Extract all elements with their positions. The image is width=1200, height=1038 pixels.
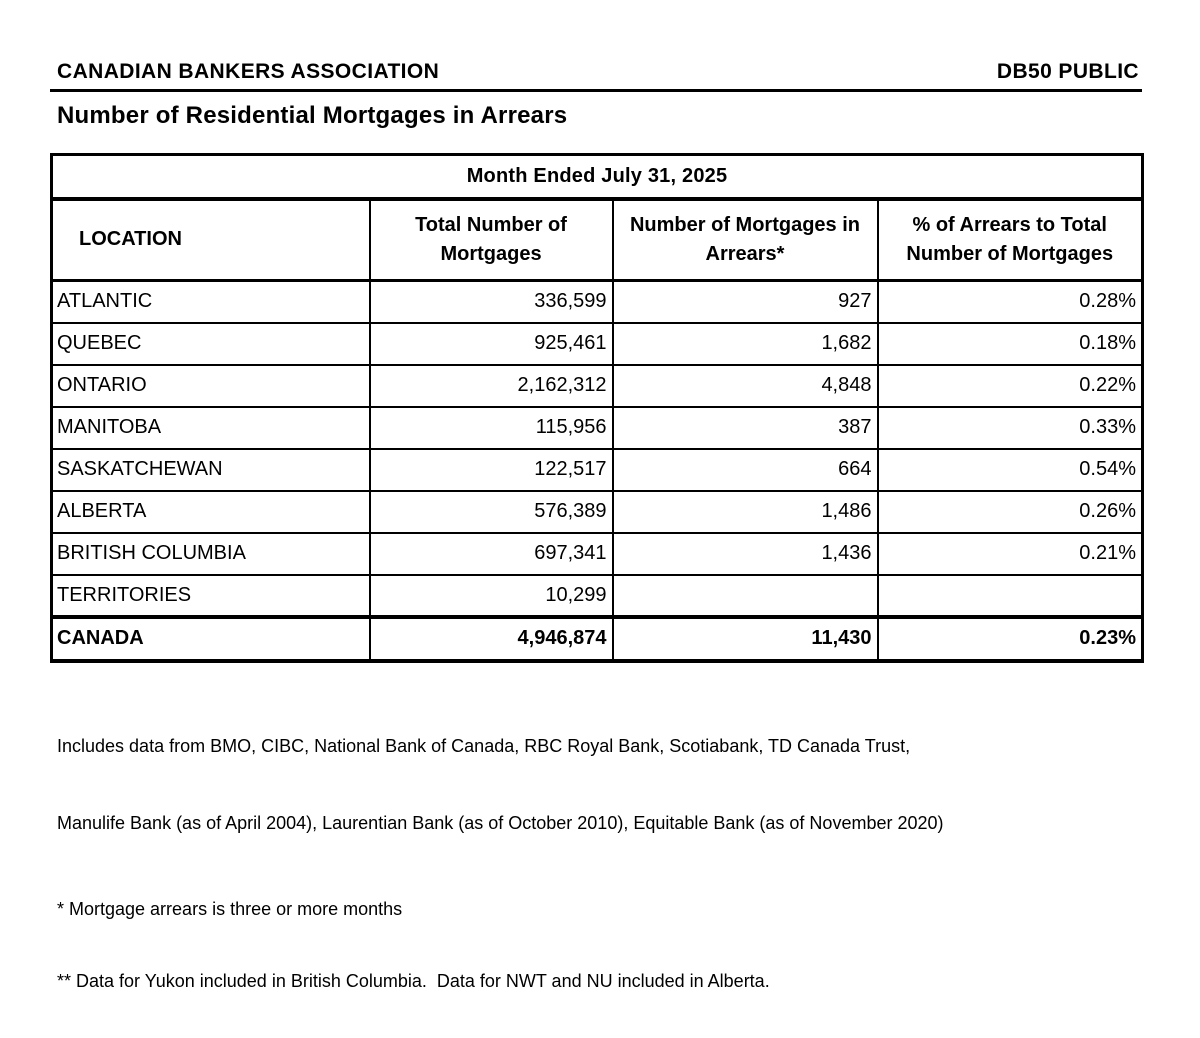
footnotes (50, 687, 1142, 1038)
arrears-cell: 664 (613, 449, 878, 491)
arrears-cell: 927 (613, 281, 878, 323)
column-header-row (52, 199, 1143, 281)
sources-note-line1: Includes data from BMO, CIBC, National Bank of Canada, RBC Royal Bank, Scotiabank, TD Canada Trust, (57, 735, 911, 756)
arrears-cell: 4,848 (613, 365, 878, 407)
header-rule (50, 89, 1142, 92)
table-row-ontario (52, 365, 1143, 407)
column-header-arrears: Number of Mortgages in Arrears* (613, 199, 878, 281)
period-title: Month Ended July 31, 2025 (52, 155, 1143, 199)
table-row-manitoba (52, 407, 1143, 449)
org-name: CANADIAN BANKERS ASSOCIATION (57, 60, 440, 83)
page-title: Number of Residential Mortgages in Arrears (57, 102, 568, 129)
column-header-total: Total Number of Mortgages (370, 199, 613, 281)
letterhead (50, 60, 1142, 84)
arrears-cell: 11,430 (613, 617, 878, 661)
arrears-table (50, 153, 1144, 663)
pct-arrears-cell: 0.28% (878, 281, 1143, 323)
location-cell: MANITOBA (52, 407, 370, 449)
territories-data-note: ** Data for Yukon included in British Columbia. Data for NWT and NU included in Alberta. (57, 970, 770, 991)
pct-arrears-cell: 0.26% (878, 491, 1143, 533)
location-cell: ATLANTIC (52, 281, 370, 323)
arrears-cell (613, 575, 878, 617)
arrears-cell: 1,436 (613, 533, 878, 575)
total-mortgages-cell: 697,341 (370, 533, 613, 575)
total-mortgages-cell: 10,299 (370, 575, 613, 617)
pct-arrears-cell: 0.21% (878, 533, 1143, 575)
table-row-alberta (52, 491, 1143, 533)
table-row-saskatchewan (52, 449, 1143, 491)
table-row-canada-total (52, 617, 1143, 661)
pct-arrears-cell: 0.23% (878, 617, 1143, 661)
doc-code: DB50 PUBLIC (996, 60, 1139, 83)
location-cell: ALBERTA (52, 491, 370, 533)
location-cell: QUEBEC (52, 323, 370, 365)
table-row-territories (52, 575, 1143, 617)
total-mortgages-cell: 336,599 (370, 281, 613, 323)
location-cell: CANADA (52, 617, 370, 661)
total-mortgages-cell: 115,956 (370, 407, 613, 449)
arrears-cell: 387 (613, 407, 878, 449)
total-mortgages-cell: 576,389 (370, 491, 613, 533)
pct-arrears-cell: 0.54% (878, 449, 1143, 491)
total-mortgages-cell: 122,517 (370, 449, 613, 491)
pct-arrears-cell: 0.33% (878, 407, 1143, 449)
pct-arrears-cell (878, 575, 1143, 617)
table-row-atlantic (52, 281, 1143, 323)
total-mortgages-cell: 2,162,312 (370, 365, 613, 407)
period-header-row (52, 155, 1143, 199)
column-header-location: LOCATION (52, 199, 370, 281)
total-mortgages-cell: 4,946,874 (370, 617, 613, 661)
sources-note-line2: Manulife Bank (as of April 2004), Laurentian Bank (as of October 2010), Equitable Bank (as of November 2020) (57, 812, 944, 833)
pct-arrears-cell: 0.22% (878, 365, 1143, 407)
location-cell: BRITISH COLUMBIA (52, 533, 370, 575)
table-row-british-columbia (52, 533, 1143, 575)
location-cell: TERRITORIES (52, 575, 370, 617)
location-cell: SASKATCHEWAN (52, 449, 370, 491)
pct-arrears-cell: 0.18% (878, 323, 1143, 365)
arrears-cell: 1,486 (613, 491, 878, 533)
total-mortgages-cell: 925,461 (370, 323, 613, 365)
location-cell: ONTARIO (52, 365, 370, 407)
arrears-definition-note: * Mortgage arrears is three or more months (57, 898, 403, 919)
column-header-pct: % of Arrears to Total Number of Mortgages (878, 199, 1143, 281)
table-row-quebec (52, 323, 1143, 365)
arrears-cell: 1,682 (613, 323, 878, 365)
